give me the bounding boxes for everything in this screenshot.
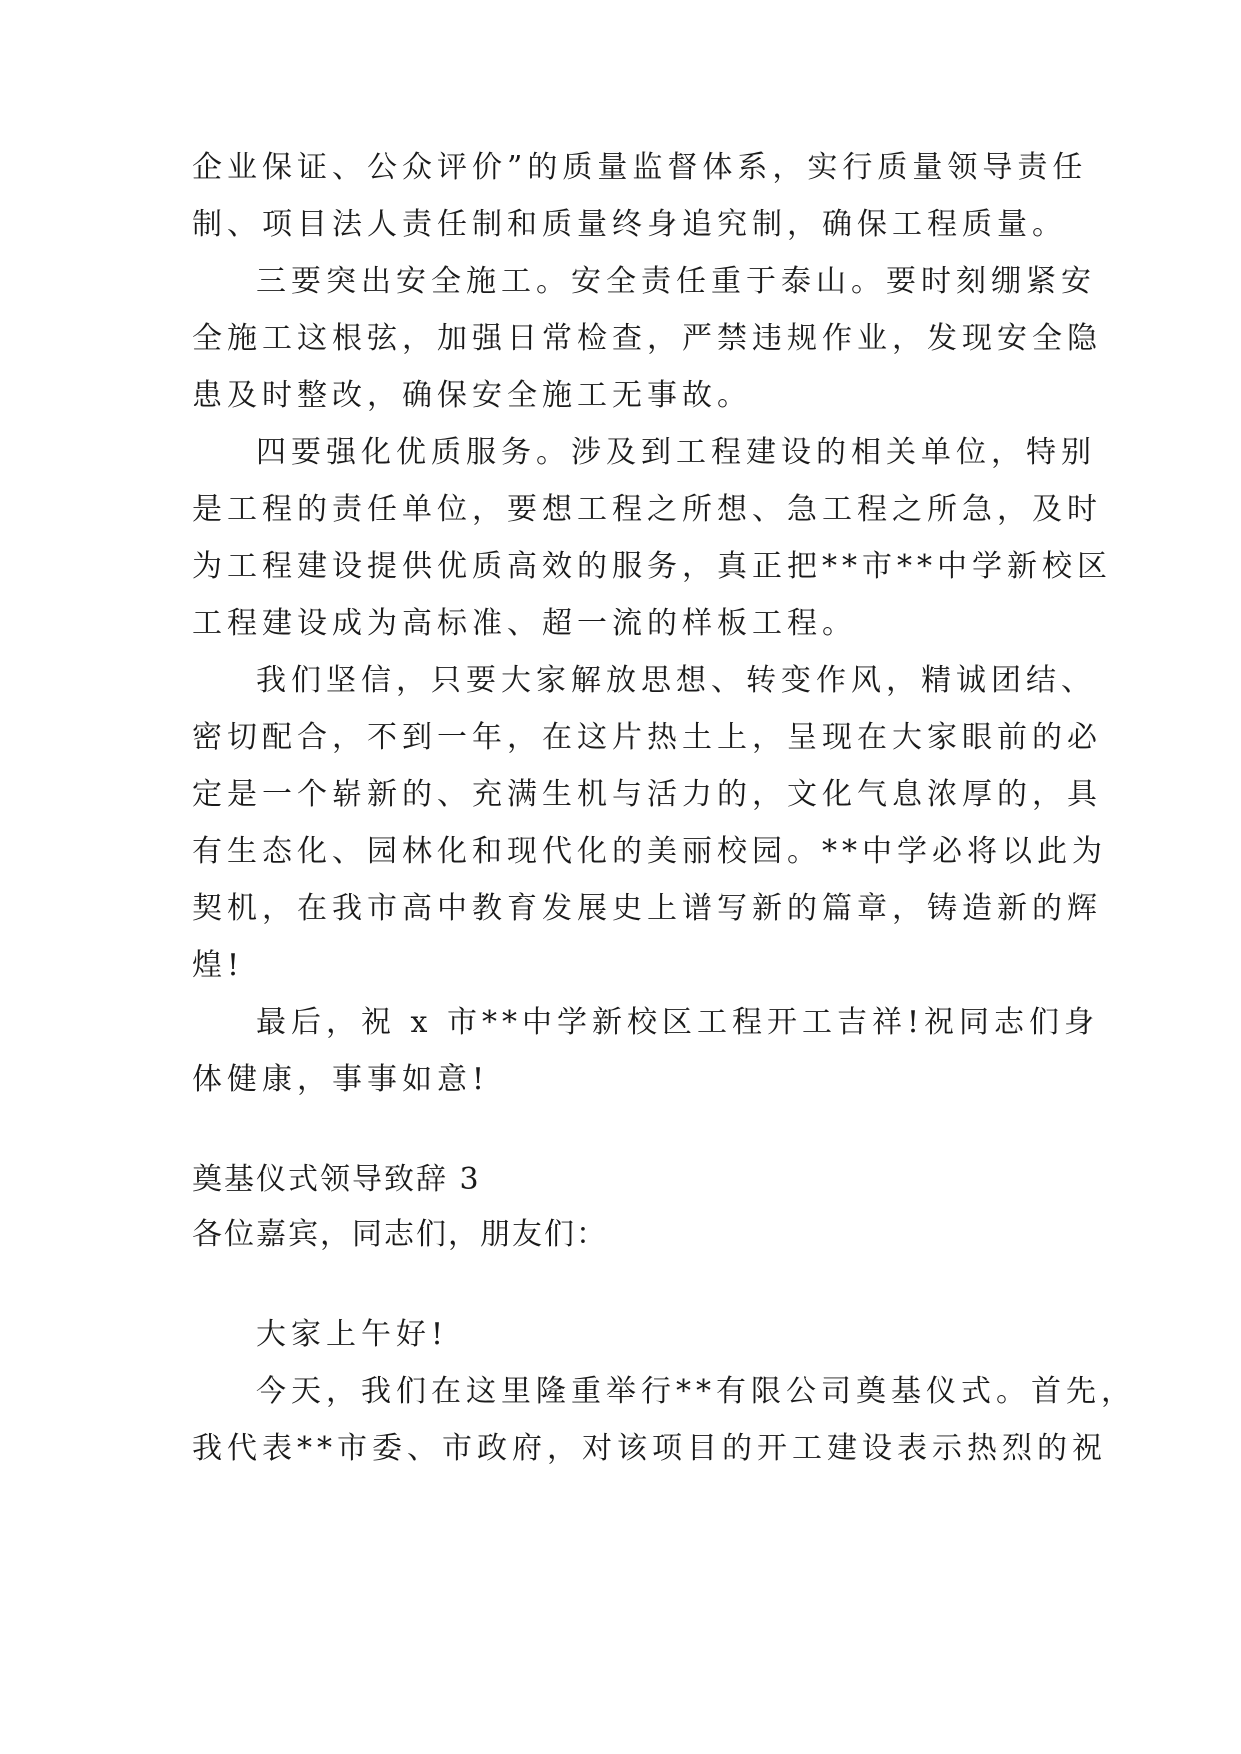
paragraph-first-line: 我们坚信，只要大家解放思想、转变作风，精诚团结、 [256, 663, 1096, 698]
body-text-line: 制、项目法人责任制和质量终身追究制，确保工程质量。 [192, 207, 1067, 242]
body-text-line: 工程建设成为高标准、超一流的样板工程。 [192, 606, 857, 641]
paragraph-first-line: 最后，祝 x 市**中学新校区工程开工吉祥!祝同志们身 [256, 1005, 1100, 1040]
body-text-line: 全施工这根弦，加强日常检查，严禁违规作业，发现安全隐 [192, 321, 1102, 356]
paragraph-first-line: 四要强化优质服务。涉及到工程建设的相关单位，特别 [256, 435, 1096, 470]
body-text-line: 有生态化、园林化和现代化的美丽校园。**中学必将以此为 [192, 834, 1107, 869]
body-text-line: 煌! [192, 948, 245, 983]
body-text-line: 我代表**市委、市政府，对该项目的开工建设表示热烈的祝 [192, 1431, 1107, 1466]
salutation: 各位嘉宾，同志们，朋友们： [192, 1217, 608, 1252]
body-text-line: 是工程的责任单位，要想工程之所想、急工程之所急，及时 [192, 492, 1102, 527]
body-text-line: 患及时整改，确保安全施工无事故。 [192, 378, 752, 413]
greeting-line: 大家上午好! [256, 1317, 449, 1352]
paragraph-first-line: 三要突出安全施工。安全责任重于泰山。要时刻绷紧安 [256, 264, 1096, 299]
body-text-line: 企业保证、公众评价”的质量监督体系，实行质量领导责任 [192, 150, 1088, 185]
body-text-line: 密切配合，不到一年，在这片热土上，呈现在大家眼前的必 [192, 720, 1102, 755]
body-text-line: 契机，在我市高中教育发展史上谱写新的篇章，铸造新的辉 [192, 891, 1102, 926]
paragraph-first-line: 今天，我们在这里隆重举行**有限公司奠基仪式。首先， [256, 1374, 1136, 1409]
body-text-line: 体健康，事事如意! [192, 1062, 490, 1097]
section-heading: 奠基仪式领导致辞 3 [192, 1162, 481, 1197]
body-text-line: 为工程建设提供优质高效的服务，真正把**市**中学新校区 [192, 549, 1112, 584]
body-text-line: 定是一个崭新的、充满生机与活力的，文化气息浓厚的，具 [192, 777, 1102, 812]
